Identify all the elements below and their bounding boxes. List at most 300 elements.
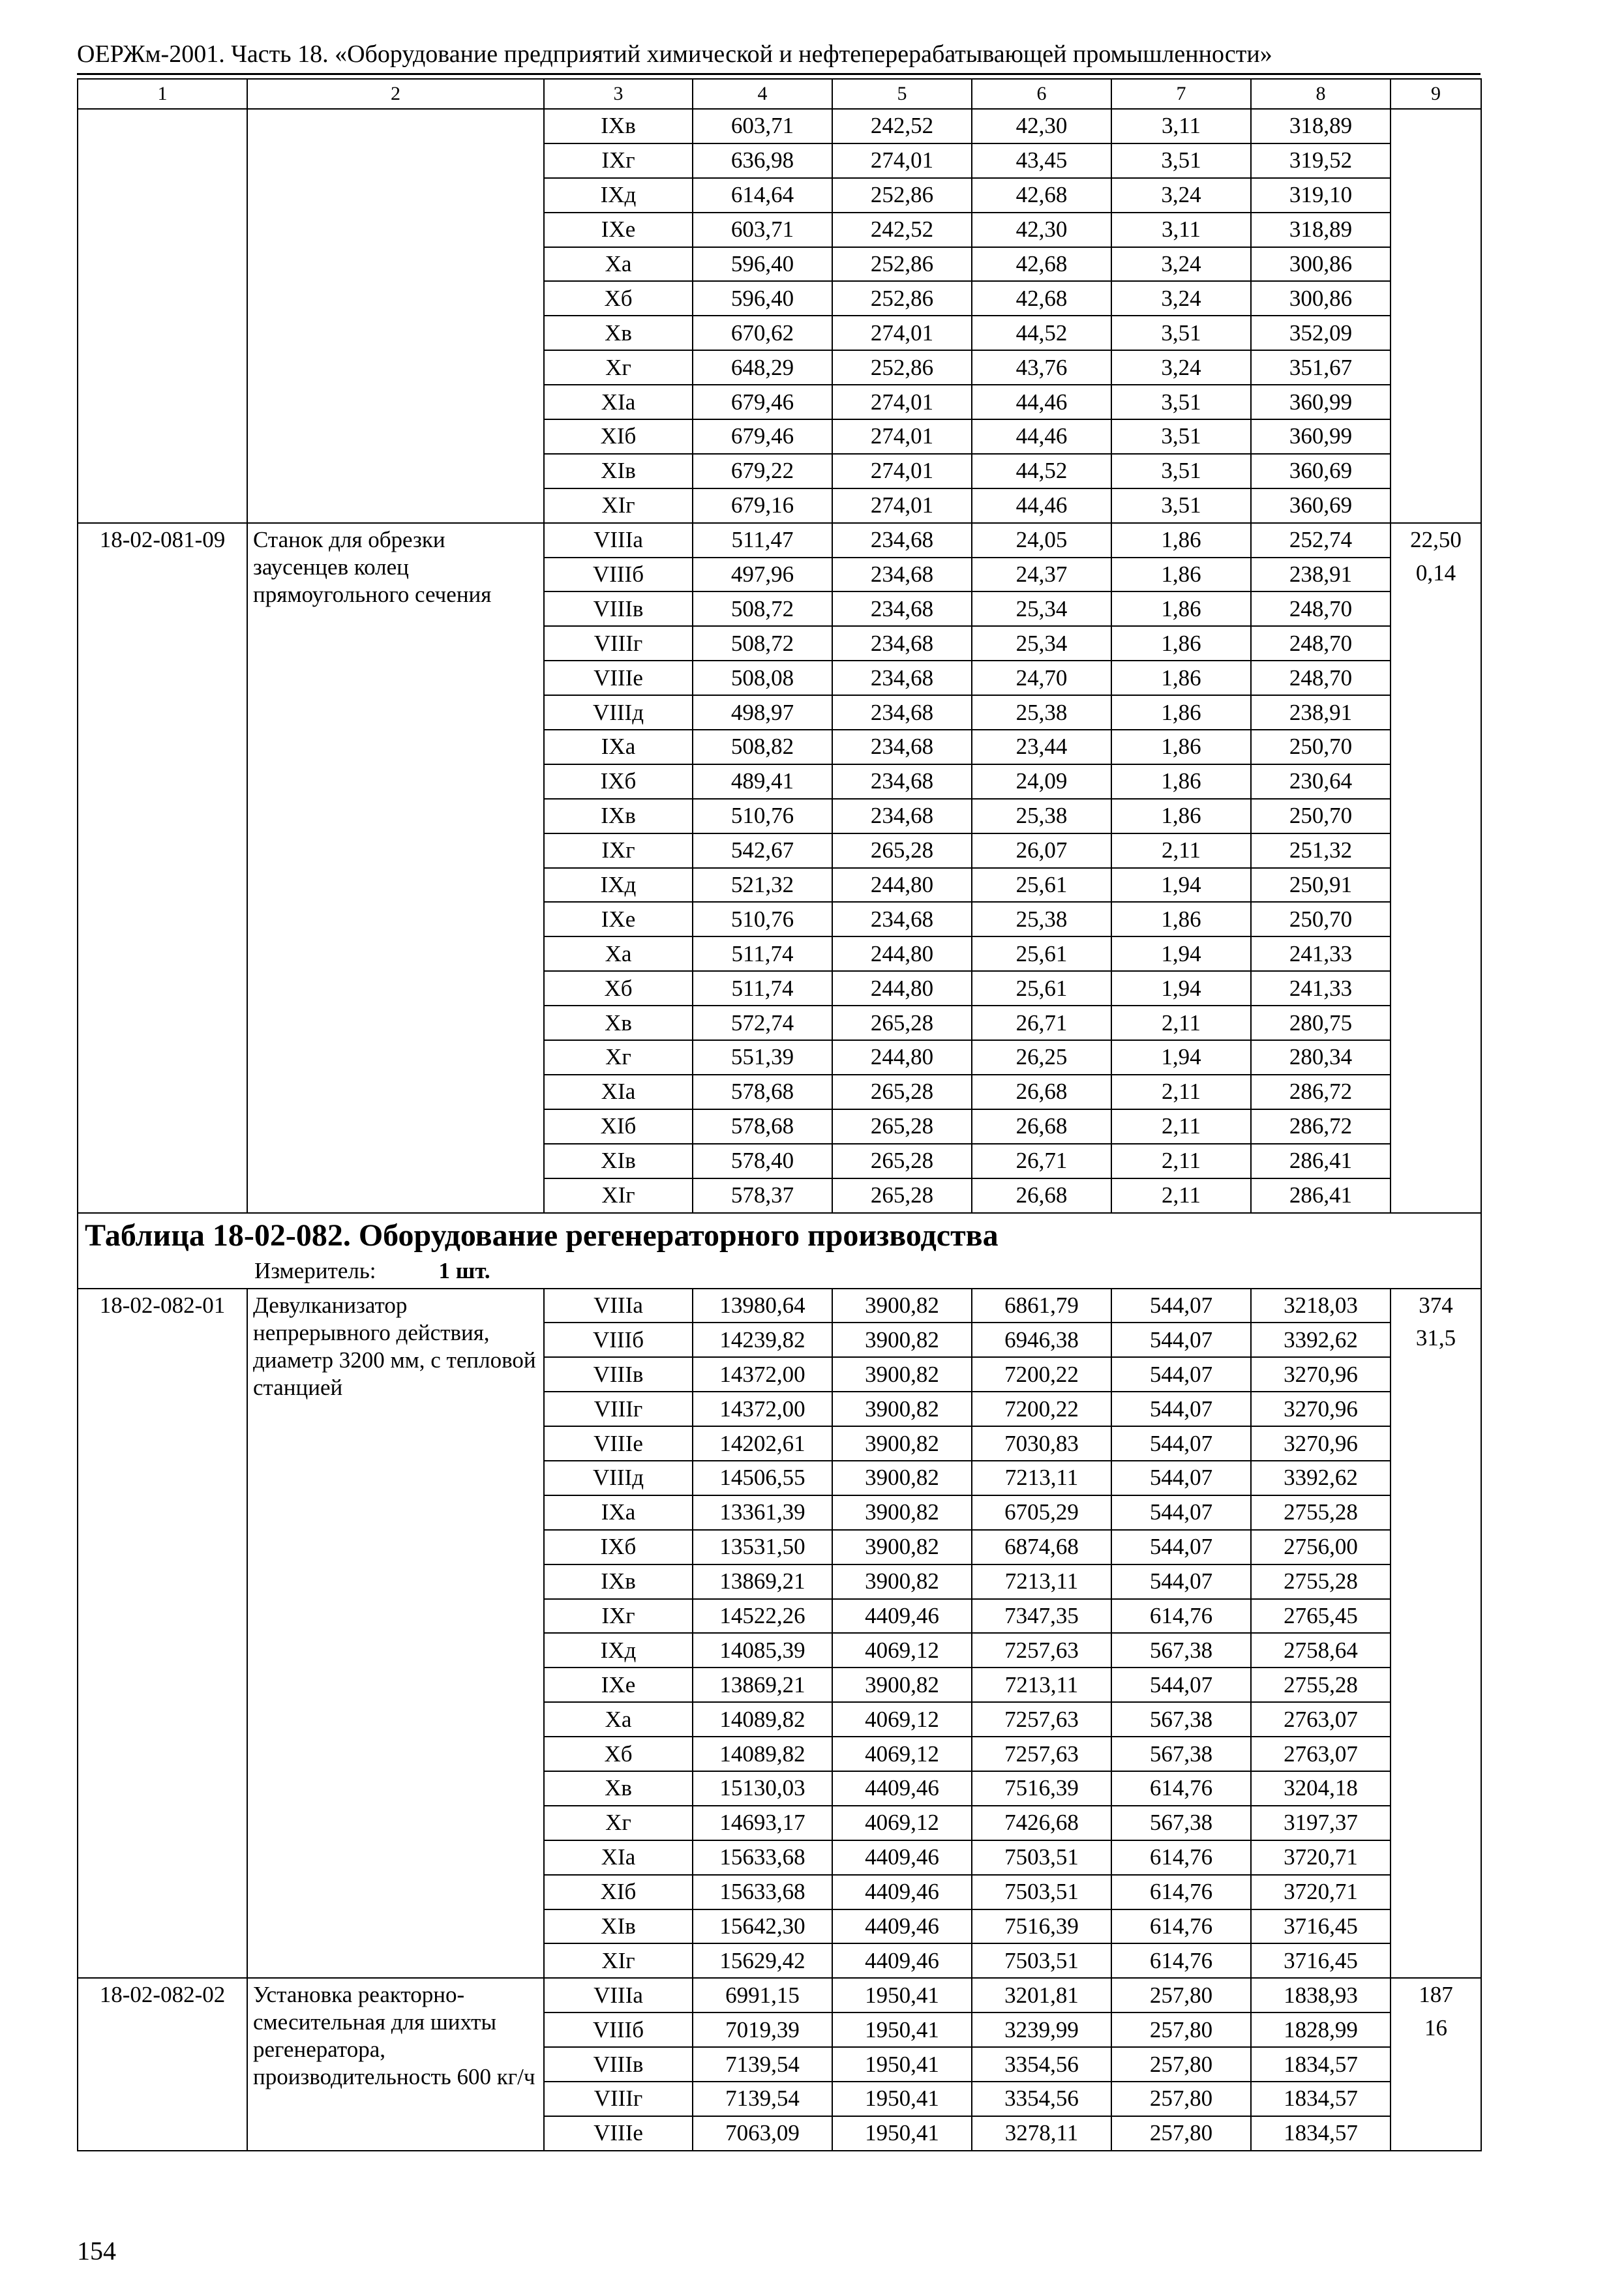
value-cell: 14089,82	[693, 1737, 832, 1771]
value-cell: 3,24	[1111, 247, 1251, 282]
value-cell: 234,68	[832, 591, 972, 626]
value-cell: 252,86	[832, 350, 972, 385]
value-cell: 497,96	[693, 558, 832, 592]
value-cell: 544,07	[1111, 1289, 1251, 1323]
zone-cell: IXв	[544, 1564, 693, 1599]
value-cell: 7139,54	[693, 2047, 832, 2082]
value-cell: 26,25	[972, 1040, 1111, 1075]
zone-cell: IXе	[544, 213, 693, 247]
zone-cell: Xа	[544, 247, 693, 282]
value-cell: 4409,46	[832, 1875, 972, 1909]
value-cell: 648,29	[693, 350, 832, 385]
value-cell: 1950,41	[832, 2082, 972, 2116]
value-cell: 7200,22	[972, 1392, 1111, 1426]
value-cell: 25,61	[972, 868, 1111, 903]
value-cell: 244,80	[832, 936, 972, 971]
zone-cell: Xг	[544, 1806, 693, 1840]
value-cell: 578,68	[693, 1109, 832, 1144]
value-cell: 679,16	[693, 488, 832, 523]
value-cell: 567,38	[1111, 1737, 1251, 1771]
value-cell: 14202,61	[693, 1426, 832, 1461]
value-cell: 1950,41	[832, 2116, 972, 2151]
value-cell: 265,28	[832, 1006, 972, 1040]
value-cell: 265,28	[832, 1109, 972, 1144]
value-cell: 14372,00	[693, 1357, 832, 1392]
value-cell: 3,51	[1111, 385, 1251, 419]
value-cell: 23,44	[972, 730, 1111, 764]
value-cell: 3900,82	[832, 1564, 972, 1599]
value-cell: 3392,62	[1251, 1461, 1391, 1495]
value-cell: 300,86	[1251, 247, 1391, 282]
col9-value: 187	[1419, 1982, 1453, 2008]
zone-cell: IXа	[544, 730, 693, 764]
value-cell: 511,74	[693, 936, 832, 971]
value-cell: 7503,51	[972, 1840, 1111, 1875]
value-cell: 252,86	[832, 178, 972, 213]
value-cell: 3900,82	[832, 1357, 972, 1392]
zone-cell: VIIIб	[544, 1323, 693, 1357]
table-row	[78, 523, 1481, 558]
value-cell: 3,51	[1111, 454, 1251, 488]
value-cell: 7019,39	[693, 2012, 832, 2047]
value-cell: 498,97	[693, 695, 832, 730]
zone-cell: IXг	[544, 833, 693, 868]
value-cell: 551,39	[693, 1040, 832, 1075]
value-cell: 3900,82	[832, 1668, 972, 1702]
value-cell: 244,80	[832, 971, 972, 1006]
value-cell: 572,74	[693, 1006, 832, 1040]
zone-cell: VIIIа	[544, 1978, 693, 2012]
value-cell: 238,91	[1251, 695, 1391, 730]
value-cell: 7257,63	[972, 1633, 1111, 1668]
zone-cell: XIб	[544, 419, 693, 454]
value-cell: 234,68	[832, 661, 972, 695]
value-cell: 614,76	[1111, 1840, 1251, 1875]
value-cell: 248,70	[1251, 591, 1391, 626]
value-cell: 25,34	[972, 591, 1111, 626]
value-cell: 42,68	[972, 178, 1111, 213]
value-cell: 2758,64	[1251, 1633, 1391, 1668]
value-cell: 3239,99	[972, 2012, 1111, 2047]
value-cell: 3716,45	[1251, 1909, 1391, 1944]
column-number: 8	[1251, 79, 1391, 109]
entry-code: 18-02-082-01	[78, 1289, 247, 1979]
value-cell: 4069,12	[832, 1737, 972, 1771]
value-cell: 6861,79	[972, 1289, 1111, 1323]
value-cell: 3204,18	[1251, 1771, 1391, 1806]
zone-cell: XIв	[544, 454, 693, 488]
value-cell: 24,70	[972, 661, 1111, 695]
value-cell: 2,11	[1111, 1178, 1251, 1213]
value-cell: 6946,38	[972, 1323, 1111, 1357]
header-rule	[77, 73, 1481, 75]
zone-cell: Xб	[544, 1737, 693, 1771]
value-cell: 13531,50	[693, 1530, 832, 1564]
value-cell: 2763,07	[1251, 1737, 1391, 1771]
value-cell: 26,68	[972, 1109, 1111, 1144]
value-cell: 318,89	[1251, 109, 1391, 143]
zone-cell: VIIIб	[544, 2012, 693, 2047]
value-cell: 26,68	[972, 1075, 1111, 1109]
zone-cell: XIг	[544, 1178, 693, 1213]
value-cell: 44,46	[972, 419, 1111, 454]
value-cell: 7257,63	[972, 1702, 1111, 1737]
value-cell: 7516,39	[972, 1771, 1111, 1806]
column-number: 4	[693, 79, 832, 109]
value-cell: 3270,96	[1251, 1426, 1391, 1461]
value-cell: 265,28	[832, 1144, 972, 1178]
value-cell: 26,68	[972, 1178, 1111, 1213]
value-cell: 44,46	[972, 385, 1111, 419]
value-cell: 14372,00	[693, 1392, 832, 1426]
col9-value: 374	[1419, 1292, 1453, 1318]
value-cell: 1,86	[1111, 591, 1251, 626]
value-cell: 352,09	[1251, 316, 1391, 350]
value-cell: 251,32	[1251, 833, 1391, 868]
value-cell: 15633,68	[693, 1875, 832, 1909]
value-cell: 248,70	[1251, 661, 1391, 695]
value-cell: 234,68	[832, 902, 972, 936]
value-cell: 544,07	[1111, 1357, 1251, 1392]
value-cell: 274,01	[832, 143, 972, 178]
value-cell: 234,68	[832, 764, 972, 799]
value-cell: 351,67	[1251, 350, 1391, 385]
value-cell: 3900,82	[832, 1323, 972, 1357]
zone-cell: VIIIв	[544, 591, 693, 626]
value-cell: 252,86	[832, 281, 972, 316]
value-cell: 1,86	[1111, 730, 1251, 764]
column-number: 1	[78, 79, 247, 109]
value-cell: 25,38	[972, 695, 1111, 730]
value-cell: 242,52	[832, 213, 972, 247]
value-cell: 3392,62	[1251, 1323, 1391, 1357]
value-cell: 14089,82	[693, 1702, 832, 1737]
value-cell: 24,09	[972, 764, 1111, 799]
column-number: 5	[832, 79, 972, 109]
value-cell: 1,86	[1111, 558, 1251, 592]
value-cell: 7213,11	[972, 1461, 1111, 1495]
value-cell: 257,80	[1111, 2047, 1251, 2082]
value-cell: 24,37	[972, 558, 1111, 592]
value-cell: 274,01	[832, 454, 972, 488]
value-cell: 679,22	[693, 454, 832, 488]
value-cell: 511,47	[693, 523, 832, 558]
zone-cell: XIа	[544, 1075, 693, 1109]
value-cell: 286,41	[1251, 1178, 1391, 1213]
value-cell: 2755,28	[1251, 1668, 1391, 1702]
value-cell: 7200,22	[972, 1357, 1111, 1392]
value-cell: 14239,82	[693, 1323, 832, 1357]
column-number: 6	[972, 79, 1111, 109]
zone-cell: VIIIв	[544, 2047, 693, 2082]
entry-name: Установка реакторно-смесительная для шихты регенератора, производительность 600 кг/ч	[247, 1978, 544, 2150]
value-cell: 544,07	[1111, 1495, 1251, 1530]
zone-cell: Xв	[544, 316, 693, 350]
value-cell: 234,68	[832, 799, 972, 833]
zone-cell: IXв	[544, 799, 693, 833]
value-cell: 1,86	[1111, 661, 1251, 695]
value-cell: 7503,51	[972, 1875, 1111, 1909]
value-cell: 1,86	[1111, 902, 1251, 936]
zone-cell: IXд	[544, 1633, 693, 1668]
zone-cell: IXг	[544, 143, 693, 178]
value-cell: 1834,57	[1251, 2047, 1391, 2082]
value-cell: 508,72	[693, 591, 832, 626]
value-cell: 3,51	[1111, 143, 1251, 178]
zone-cell: VIIIа	[544, 1289, 693, 1323]
value-cell: 3900,82	[832, 1530, 972, 1564]
value-cell: 544,07	[1111, 1461, 1251, 1495]
value-cell: 596,40	[693, 247, 832, 282]
value-cell: 15130,03	[693, 1771, 832, 1806]
value-cell: 257,80	[1111, 2082, 1251, 2116]
table-row	[78, 1289, 1481, 1323]
value-cell: 614,76	[1111, 1909, 1251, 1944]
value-cell: 567,38	[1111, 1806, 1251, 1840]
entry-code: 18-02-082-02	[78, 1978, 247, 2150]
value-cell: 510,76	[693, 902, 832, 936]
value-cell: 1838,93	[1251, 1978, 1391, 2012]
col9-value: 31,5	[1415, 1325, 1456, 1351]
value-cell: 252,74	[1251, 523, 1391, 558]
value-cell: 3,24	[1111, 281, 1251, 316]
value-cell: 3218,03	[1251, 1289, 1391, 1323]
value-cell: 2756,00	[1251, 1530, 1391, 1564]
value-cell: 3900,82	[832, 1426, 972, 1461]
value-cell: 1834,57	[1251, 2116, 1391, 2151]
column-number-row	[78, 79, 1481, 109]
value-cell: 360,69	[1251, 454, 1391, 488]
column-number: 7	[1111, 79, 1251, 109]
value-cell: 4069,12	[832, 1702, 972, 1737]
value-cell: 360,69	[1251, 488, 1391, 523]
value-cell: 318,89	[1251, 213, 1391, 247]
value-cell: 2763,07	[1251, 1702, 1391, 1737]
value-cell: 4409,46	[832, 1771, 972, 1806]
zone-cell: XIв	[544, 1909, 693, 1944]
value-cell: 578,68	[693, 1075, 832, 1109]
value-cell: 319,10	[1251, 178, 1391, 213]
col9-cell	[1391, 1289, 1481, 1979]
value-cell: 1,94	[1111, 1040, 1251, 1075]
value-cell: 2,11	[1111, 833, 1251, 868]
value-cell: 614,64	[693, 178, 832, 213]
col9-cell	[1391, 523, 1481, 1213]
value-cell: 3,51	[1111, 419, 1251, 454]
zone-cell: IXа	[544, 1495, 693, 1530]
zone-cell: VIIIб	[544, 558, 693, 592]
value-cell: 25,61	[972, 936, 1111, 971]
zone-cell: VIIIе	[544, 1426, 693, 1461]
value-cell: 1,86	[1111, 626, 1251, 661]
col9-value: 22,50	[1410, 526, 1462, 552]
zone-cell: Xа	[544, 936, 693, 971]
value-cell: 2,11	[1111, 1075, 1251, 1109]
value-cell: 3900,82	[832, 1495, 972, 1530]
value-cell: 521,32	[693, 868, 832, 903]
value-cell: 1950,41	[832, 2047, 972, 2082]
value-cell: 7347,35	[972, 1599, 1111, 1634]
value-cell: 244,80	[832, 868, 972, 903]
value-cell: 1,86	[1111, 523, 1251, 558]
value-cell: 544,07	[1111, 1530, 1251, 1564]
zone-cell: VIIIг	[544, 2082, 693, 2116]
zone-cell: VIIIд	[544, 1461, 693, 1495]
value-cell: 274,01	[832, 316, 972, 350]
zone-cell: VIIIе	[544, 661, 693, 695]
value-cell: 544,07	[1111, 1426, 1251, 1461]
value-cell: 1950,41	[832, 1978, 972, 2012]
value-cell: 1,94	[1111, 868, 1251, 903]
zone-cell: XIг	[544, 488, 693, 523]
value-cell: 250,91	[1251, 868, 1391, 903]
zone-cell: IXе	[544, 1668, 693, 1702]
unit-label: Измеритель:	[254, 1257, 376, 1283]
zone-cell: XIа	[544, 1840, 693, 1875]
value-cell: 3201,81	[972, 1978, 1111, 2012]
value-cell: 542,67	[693, 833, 832, 868]
col9-cell	[1391, 109, 1481, 523]
value-cell: 274,01	[832, 488, 972, 523]
value-cell: 636,98	[693, 143, 832, 178]
value-cell: 6991,15	[693, 1978, 832, 2012]
value-cell: 250,70	[1251, 799, 1391, 833]
value-cell: 43,76	[972, 350, 1111, 385]
equipment-price-table	[77, 78, 1482, 2151]
value-cell: 578,37	[693, 1178, 832, 1213]
table-row	[78, 109, 1481, 143]
column-number: 9	[1391, 79, 1481, 109]
value-cell: 230,64	[1251, 764, 1391, 799]
value-cell: 6874,68	[972, 1530, 1111, 1564]
value-cell: 3354,56	[972, 2082, 1111, 2116]
value-cell: 14693,17	[693, 1806, 832, 1840]
value-cell: 3,11	[1111, 109, 1251, 143]
column-number: 2	[247, 79, 544, 109]
column-number: 3	[544, 79, 693, 109]
value-cell: 42,68	[972, 247, 1111, 282]
zone-cell: XIб	[544, 1109, 693, 1144]
value-cell: 42,30	[972, 213, 1111, 247]
zone-cell: Xа	[544, 1702, 693, 1737]
value-cell: 42,30	[972, 109, 1111, 143]
value-cell: 7516,39	[972, 1909, 1111, 1944]
zone-cell: XIа	[544, 385, 693, 419]
value-cell: 3270,96	[1251, 1357, 1391, 1392]
value-cell: 679,46	[693, 385, 832, 419]
zone-cell: IXб	[544, 764, 693, 799]
value-cell: 13869,21	[693, 1564, 832, 1599]
value-cell: 2,11	[1111, 1144, 1251, 1178]
value-cell: 265,28	[832, 833, 972, 868]
value-cell: 2755,28	[1251, 1564, 1391, 1599]
zone-cell: IXб	[544, 1530, 693, 1564]
value-cell: 508,08	[693, 661, 832, 695]
value-cell: 614,76	[1111, 1599, 1251, 1634]
value-cell: 280,34	[1251, 1040, 1391, 1075]
value-cell: 26,71	[972, 1006, 1111, 1040]
value-cell: 679,46	[693, 419, 832, 454]
name-cell	[247, 109, 544, 523]
value-cell: 4409,46	[832, 1840, 972, 1875]
value-cell: 25,61	[972, 971, 1111, 1006]
zone-cell: VIIIв	[544, 1357, 693, 1392]
value-cell: 44,46	[972, 488, 1111, 523]
value-cell: 2,11	[1111, 1006, 1251, 1040]
value-cell: 265,28	[832, 1178, 972, 1213]
value-cell: 1,94	[1111, 971, 1251, 1006]
value-cell: 25,38	[972, 799, 1111, 833]
value-cell: 7503,51	[972, 1943, 1111, 1978]
zone-cell: VIIIд	[544, 695, 693, 730]
zone-cell: IXг	[544, 1599, 693, 1634]
value-cell: 6705,29	[972, 1495, 1111, 1530]
zone-cell: IXд	[544, 868, 693, 903]
value-cell: 14506,55	[693, 1461, 832, 1495]
value-cell: 319,52	[1251, 143, 1391, 178]
value-cell: 603,71	[693, 213, 832, 247]
value-cell: 250,70	[1251, 730, 1391, 764]
value-cell: 14085,39	[693, 1633, 832, 1668]
zone-cell: Xг	[544, 1040, 693, 1075]
value-cell: 26,07	[972, 833, 1111, 868]
zone-cell: Xв	[544, 1771, 693, 1806]
value-cell: 241,33	[1251, 936, 1391, 971]
value-cell: 2,11	[1111, 1109, 1251, 1144]
value-cell: 7213,11	[972, 1564, 1111, 1599]
value-cell: 15642,30	[693, 1909, 832, 1944]
value-cell: 7063,09	[693, 2116, 832, 2151]
value-cell: 3,24	[1111, 350, 1251, 385]
value-cell: 250,70	[1251, 902, 1391, 936]
value-cell: 252,86	[832, 247, 972, 282]
value-cell: 544,07	[1111, 1564, 1251, 1599]
unit-line	[85, 1255, 1474, 1288]
zone-cell: IXд	[544, 178, 693, 213]
value-cell: 14522,26	[693, 1599, 832, 1634]
value-cell: 25,34	[972, 626, 1111, 661]
value-cell: 596,40	[693, 281, 832, 316]
value-cell: 234,68	[832, 626, 972, 661]
value-cell: 274,01	[832, 419, 972, 454]
value-cell: 603,71	[693, 109, 832, 143]
value-cell: 3,51	[1111, 316, 1251, 350]
value-cell: 24,05	[972, 523, 1111, 558]
value-cell: 360,99	[1251, 419, 1391, 454]
zone-cell: IXе	[544, 902, 693, 936]
zone-cell: Xб	[544, 281, 693, 316]
value-cell: 567,38	[1111, 1633, 1251, 1668]
value-cell: 544,07	[1111, 1392, 1251, 1426]
value-cell: 3,51	[1111, 488, 1251, 523]
value-cell: 234,68	[832, 695, 972, 730]
value-cell: 3720,71	[1251, 1875, 1391, 1909]
table-body	[78, 79, 1481, 2151]
value-cell: 3197,37	[1251, 1806, 1391, 1840]
value-cell: 7213,11	[972, 1668, 1111, 1702]
value-cell: 1,86	[1111, 695, 1251, 730]
value-cell: 44,52	[972, 316, 1111, 350]
value-cell: 578,40	[693, 1144, 832, 1178]
value-cell: 265,28	[832, 1075, 972, 1109]
entry-name: Девулканизатор непрерывного действия, диаметр 3200 мм, с тепловой станцией	[247, 1289, 544, 1979]
value-cell: 1834,57	[1251, 2082, 1391, 2116]
value-cell: 4069,12	[832, 1806, 972, 1840]
zone-cell: XIг	[544, 1943, 693, 1978]
value-cell: 1950,41	[832, 2012, 972, 2047]
value-cell: 286,72	[1251, 1075, 1391, 1109]
value-cell: 242,52	[832, 109, 972, 143]
